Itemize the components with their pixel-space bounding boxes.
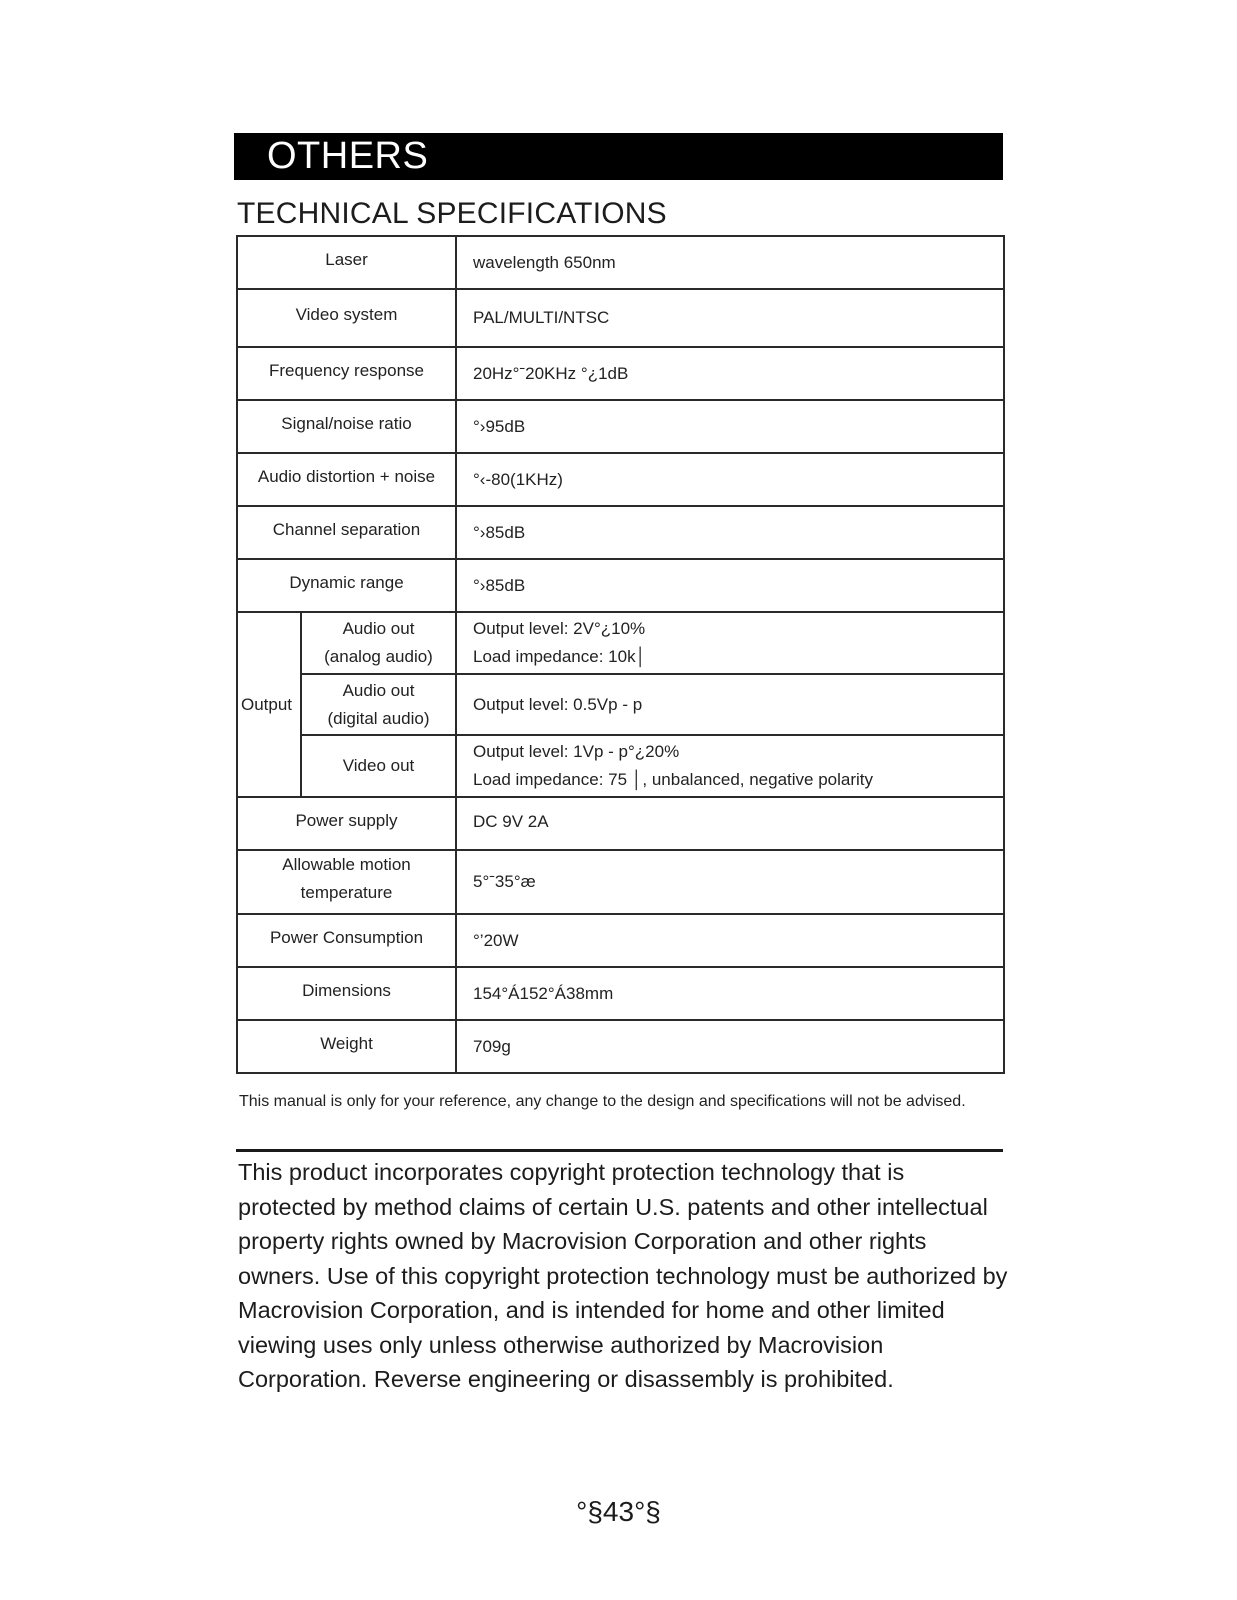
table-row <box>237 453 1004 506</box>
spec-value-analog-audio <box>456 612 1004 674</box>
table-row <box>237 674 1004 735</box>
spec-value-distortion: °‹-80(1KHz) <box>456 453 1004 506</box>
digital-label-line1: Audio out <box>342 680 415 700</box>
spec-value-dimensions: 154°Á152°Á38mm <box>456 967 1004 1020</box>
spec-label-laser: Laser <box>237 236 456 289</box>
spec-label-snr: Signal/noise ratio <box>237 400 456 453</box>
spec-sublabel-video-out: Video out <box>301 735 456 797</box>
spec-value-frequency-response: 20Hz°ˉ20KHz °¿1dB <box>456 347 1004 400</box>
spec-label-channel-separation: Channel separation <box>237 506 456 559</box>
table-row <box>237 1020 1004 1073</box>
table-row <box>237 559 1004 612</box>
spec-value-power-supply: DC 9V 2A <box>456 797 1004 850</box>
spec-label-weight: Weight <box>237 1020 456 1073</box>
section-header <box>234 133 1003 180</box>
spec-value-dynamic-range: °›85dB <box>456 559 1004 612</box>
spec-label-frequency-response: Frequency response <box>237 347 456 400</box>
table-row <box>237 735 1004 797</box>
spec-value-temperature: 5°ˉ35°æ <box>456 850 1004 914</box>
temperature-label-line1: Allowable motion <box>282 855 411 874</box>
spec-value-video-out <box>456 735 1004 797</box>
spec-label-power-supply: Power supply <box>237 797 456 850</box>
spec-label-output: Output <box>237 612 301 797</box>
analog-value-line2: Load impedance: 10k│ <box>473 647 647 666</box>
section-title: OTHERS <box>267 135 429 177</box>
spec-value-snr: °›95dB <box>456 400 1004 453</box>
video-value-line2: Load impedance: 75 │, unbalanced, negative polarity <box>473 770 874 789</box>
table-row <box>237 612 1004 674</box>
table-row <box>237 506 1004 559</box>
spec-label-temperature <box>237 850 456 914</box>
table-row <box>237 850 1004 914</box>
disclaimer-note: This manual is only for your reference, any change to the design and specifications will not be advised. <box>239 1093 966 1110</box>
analog-label-line2: (analog audio) <box>324 647 433 666</box>
spec-value-video-system: PAL/MULTI/NTSC <box>456 289 1004 347</box>
table-row <box>237 797 1004 850</box>
spec-label-power-consumption: Power Consumption <box>237 914 456 967</box>
spec-sublabel-analog-audio <box>301 612 456 674</box>
spec-label-dynamic-range: Dynamic range <box>237 559 456 612</box>
spec-value-laser: wavelength 650nm <box>456 236 1004 289</box>
spec-sublabel-digital-audio <box>301 674 456 735</box>
table-row <box>237 914 1004 967</box>
spec-label-video-system: Video system <box>237 289 456 347</box>
spec-value-channel-separation: °›85dB <box>456 506 1004 559</box>
copyright-notice: This product incorporates copyright protection technology that is protected by method claims of certain U.S. patents and other intellectual property rights owned by Macrovision Corporation and other rights owners. Use of this copyright protection technology must be authorized by Macrovision Corporation, and is intended for home and other limited viewing uses only unless otherwise authorized by Macrovision Corporation. Reverse engineering or disassembly is prohibited. <box>238 1159 1008 1392</box>
spec-title: TECHNICAL SPECIFICATIONS <box>237 197 667 230</box>
spec-value-digital-audio: Output level: 0.5Vp - p <box>456 674 1004 735</box>
spec-value-weight: 709g <box>456 1020 1004 1073</box>
table-row <box>237 347 1004 400</box>
video-value-line1: Output level: 1Vp - p°¿20% <box>473 742 680 761</box>
page-number: °§43°§ <box>576 1496 661 1527</box>
temperature-label-line2: temperature <box>300 883 393 902</box>
analog-label-line1: Audio out <box>342 619 415 638</box>
table-row <box>237 236 1004 289</box>
table-row <box>237 400 1004 453</box>
spec-label-dimensions: Dimensions <box>237 967 456 1020</box>
spec-label-distortion: Audio distortion + noise <box>237 453 456 506</box>
divider <box>236 1149 1003 1152</box>
analog-value-line1: Output level: 2V°¿10% <box>473 619 646 638</box>
table-row <box>237 967 1004 1020</box>
table-row <box>237 289 1004 347</box>
spec-value-power-consumption: °’20W <box>456 914 1004 967</box>
digital-label-line2: (digital audio) <box>327 708 430 728</box>
spec-table <box>236 235 1005 1074</box>
